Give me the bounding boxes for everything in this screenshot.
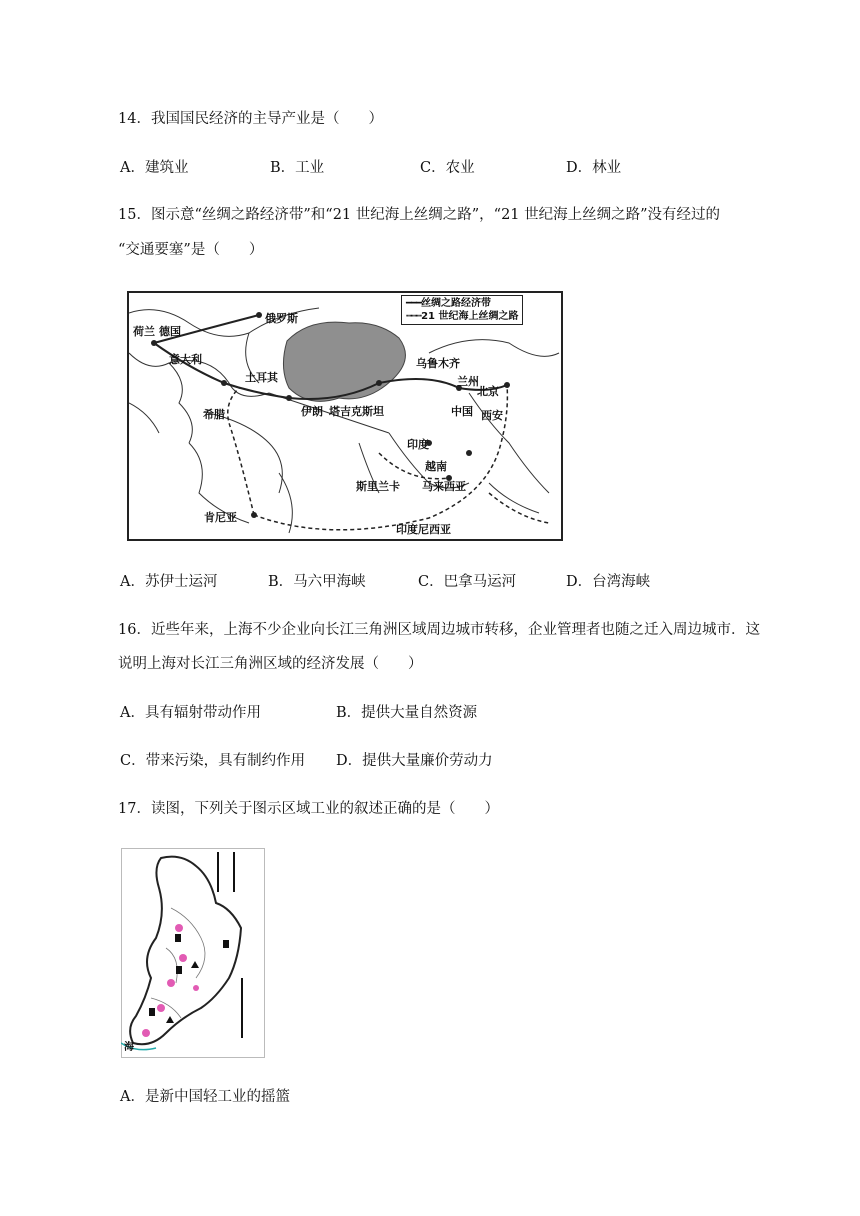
- q17-option-a: A．是新中国轻工业的摇篮: [120, 1089, 290, 1105]
- question-14-stem: 14．我国国民经济的主导产业是（ ）: [118, 111, 383, 127]
- map-label-kenya: 肯尼亚: [204, 511, 237, 524]
- map-label-vietnam: 越南: [425, 460, 447, 473]
- q16-option-c: C．带来污染，具有制约作用: [120, 753, 306, 769]
- q16-option-b: B．提供大量自然资源: [336, 705, 478, 721]
- q15-option-d: D．台湾海峡: [566, 574, 651, 590]
- q15-option-b: B．马六甲海峡: [268, 574, 366, 590]
- map-label-beijing: 北京: [477, 385, 499, 398]
- silk-road-map: [127, 291, 563, 541]
- map-label-iran: 伊朗: [301, 405, 323, 418]
- map-label-xian: 西安: [481, 409, 503, 422]
- map-label-srilanka: 斯里兰卡: [356, 480, 400, 493]
- question-16-stem-line2: 说明上海对长江三角洲区域的经济发展（ ）: [118, 656, 423, 672]
- legend-item-maritime: 21 世纪海上丝绸之路: [421, 311, 519, 322]
- map-label-italy: 意大利: [169, 353, 202, 366]
- map-label-tajikistan: 塔吉克斯坦: [329, 405, 384, 418]
- map-label-indonesia: 印度尼西亚: [396, 523, 451, 536]
- q16-option-a: A．具有辐射带动作用: [120, 705, 261, 721]
- map-label-china: 中国: [451, 405, 473, 418]
- legend-item-belt: 丝绸之路经济带: [421, 298, 492, 309]
- map-label-turkey: 土耳其: [245, 371, 278, 384]
- q15-option-a: A．苏伊士运河: [120, 574, 218, 590]
- q15-option-c: C．巴拿马运河: [418, 574, 517, 590]
- map-label-sea: 海: [124, 1042, 134, 1053]
- q14-option-d: D．林业: [566, 160, 622, 176]
- map-label-lanzhou: 兰州: [457, 375, 479, 388]
- map-legend: ━━━丝绸之路经济带 ┅┅┅21 世纪海上丝绸之路: [401, 295, 523, 325]
- map-label-germany: 德国: [159, 325, 181, 338]
- q14-option-a: A．建筑业: [120, 160, 189, 176]
- map-label-greece: 希腊: [203, 408, 225, 421]
- q14-option-c: C．农业: [420, 160, 475, 176]
- question-15-stem-line1: 15．图示意“丝绸之路经济带”和“21 世纪海上丝绸之路”，“21 世纪海上丝绸之路”没有经过的: [118, 207, 721, 223]
- northeast-china-map: [121, 848, 265, 1058]
- question-16-stem-line1: 16．近些年来，上海不少企业向长江三角洲区域周边城市转移，企业管理者也随之迁入周边城市．这: [118, 622, 760, 638]
- map-label-india: 印度: [407, 438, 429, 451]
- question-15-stem-line2: “交通要塞”是（ ）: [118, 242, 264, 258]
- q14-option-b: B．工业: [270, 160, 325, 176]
- question-17-stem: 17．读图，下列关于图示区域工业的叙述正确的是（ ）: [118, 801, 499, 817]
- map-label-urumqi: 乌鲁木齐: [416, 357, 460, 370]
- map-label-russia: 俄罗斯: [265, 312, 298, 325]
- northeast-map-graphic: [121, 848, 265, 1058]
- map-label-malaysia: 马来西亚: [422, 480, 466, 493]
- q16-option-d: D．提供大量廉价劳动力: [336, 753, 493, 769]
- map-label-netherlands: 荷兰: [133, 325, 155, 338]
